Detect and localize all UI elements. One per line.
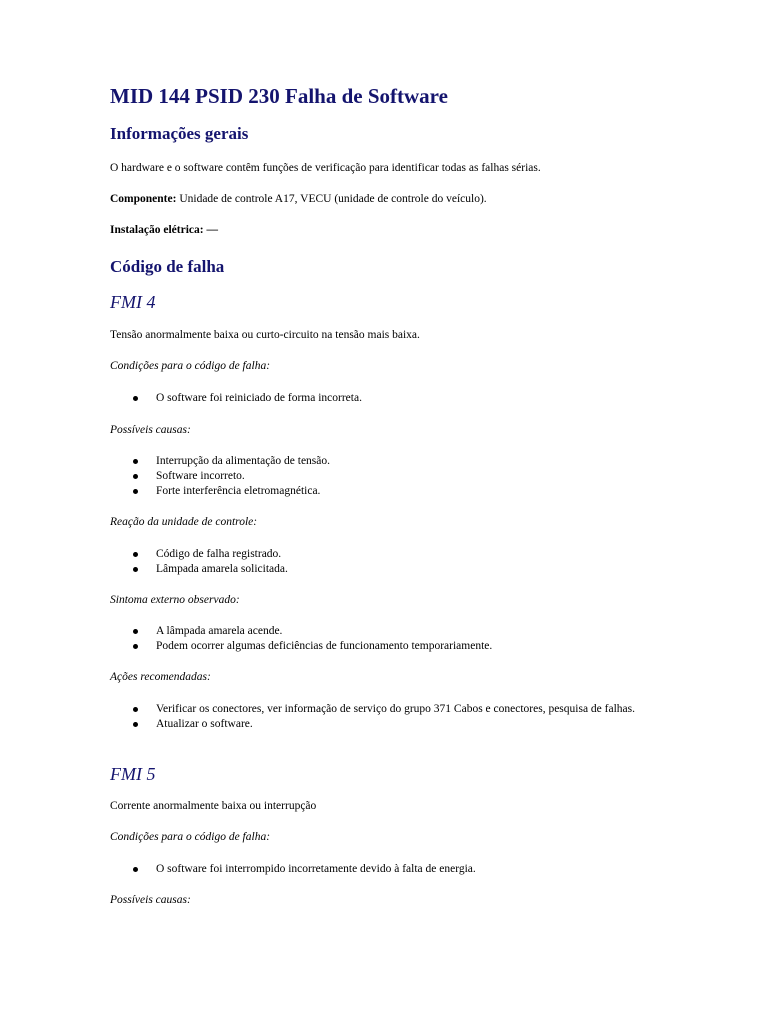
list-item: Verificar os conectores, ver informação de serviço do grupo 371 Cabos e conectores, pesquisa de falhas. [110, 702, 670, 717]
fmi4-causes-list [110, 454, 670, 499]
wiring-line [110, 223, 218, 238]
list-item: Atualizar o software. [110, 717, 670, 732]
page-title: MID 144 PSID 230 Falha de Software [110, 84, 448, 108]
wiring-label: Instalação elétrica: [110, 224, 204, 236]
fmi5-conditions-label: Condições para o código de falha: [110, 831, 271, 843]
list-item: Interrupção da alimentação de tensão. [110, 454, 670, 469]
wiring-value: — [206, 224, 218, 236]
list-item: A lâmpada amarela acende. [110, 624, 670, 639]
fmi4-symptom-label: Sintoma externo observado: [110, 594, 240, 606]
fmi4-actions-label: Ações recomendadas: [110, 671, 211, 683]
fmi4-causes-label: Possíveis causas: [110, 424, 191, 436]
fmi5-heading: FMI 5 [110, 764, 156, 784]
list-item: O software foi interrompido incorretamente devido à falta de energia. [110, 862, 670, 877]
fault-code-heading: Código de falha [110, 257, 225, 276]
fmi4-reaction-list [110, 547, 670, 577]
component-label: Componente: [110, 193, 177, 205]
fmi5-conditions-list [110, 862, 670, 877]
list-item: Forte interferência eletromagnética. [110, 484, 670, 499]
list-item: Podem ocorrer algumas deficiências de funcionamento temporariamente. [110, 639, 670, 654]
general-intro-text: O hardware e o software contêm funções de verificação para identificar todas as falhas sérias. [110, 162, 541, 174]
list-item: Lâmpada amarela solicitada. [110, 562, 670, 577]
fmi4-heading: FMI 4 [110, 292, 156, 312]
fmi5-causes-label: Possíveis causas: [110, 894, 191, 906]
list-item: Software incorreto. [110, 469, 670, 484]
fmi4-actions-list [110, 702, 670, 732]
fmi5-description: Corrente anormalmente baixa ou interrupção [110, 800, 317, 812]
general-info-heading: Informações gerais [110, 124, 249, 143]
fmi4-conditions-label: Condições para o código de falha: [110, 360, 271, 372]
fmi4-symptom-list [110, 624, 670, 654]
fmi4-conditions-list [110, 391, 670, 406]
fmi4-reaction-label: Reação da unidade de controle: [110, 516, 258, 528]
component-value: Unidade de controle A17, VECU (unidade de controle do veículo). [179, 193, 487, 205]
component-line [110, 192, 487, 207]
list-item: Código de falha registrado. [110, 547, 670, 562]
fmi4-description: Tensão anormalmente baixa ou curto-circuito na tensão mais baixa. [110, 329, 420, 341]
list-item: O software foi reiniciado de forma incorreta. [110, 391, 670, 406]
